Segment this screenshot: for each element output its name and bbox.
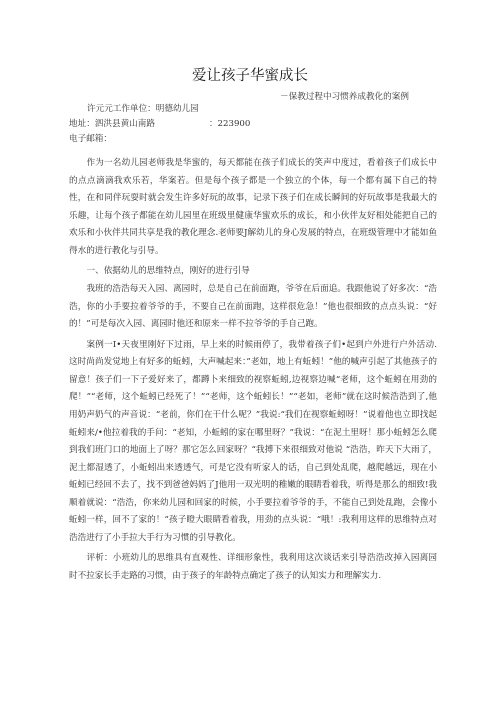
document-body <box>69 155 437 588</box>
intro-paragraph: 作为一名幼儿园老师我是华蜜的，每天都能在孩子们成长的笑声中度过，看着孩子们成长中的点点滴滴我欢乐若，华案若。但是每个孩子都是一个独立的个体，每一个都有属下自己的特性，在和同伴玩耍时就会发生许多好玩的故事，记录下孩子们在成长瞬间的好玩故事是我最大的乐趣，让每个孩子都能在幼儿园里在班级里健康华蜜欢乐的成长，和小伙伴友好相处能把自己的欢乐和小伙伴共同共享是我的教化理念.老师要J解幼儿的身心发展的特点，在班级管理中才能如鱼得水的进行教化与引导。 <box>69 158 437 256</box>
case-paragraph: 案例一I•天夜里刚好下过雨，早上来的时候雨停了，我带着孩子们•起到户外进行户外活动.这时尚尚发觉地上有好多的蚯蚓，大声喊起来：”老如，地上有蚯蚓！”他的喊声引起了其他孩子的留意！孩子们一下子爱好来了，都蹲卜来细致的视察蚯蚓,边视察边喊“老师，这个蚯蚓在用劲的爬！”“老师，这个蚯蚓已经死了！”“老师，这个蚯蚓长！”“老如，老师”就在这时候浩浩到了,他用奶声奶气的声音说：“老前，你们在干什么呢？”我说:“我们在视察蚯蚓呀！”说着他也立即找起蚯蚓来/•他拉着我的手问：“老知，小蚯蚓的家在哪里呀？”我说：“在泥土里呀！那小蚯蚓怎么爬到我们班门口的地面上了呀？那它怎么回家呀？“我搏下来很细致对他说 “浩浩，昨天下大雨了，泥土都湿透了，小蚯蚓出来透透气，可是它没有听家人的话，自己到处乱爬，越爬越远，现在小蚯蚓已经回不去了，找不到爸爸妈妈了J他用一双光明的稚嫩的眼睛看着我，听得是那么的细致!我顺着就说：“浩浩，你来幼儿园和回家的时候，小手要拉着爷爷的手，不能自己到处乱跑，会像小蚯蚓一样，回不了家的！”孩子瞪大眼睛看着我，用劲的点头说：“哦！:我利用这样的思维特点对浩浩进行了小手拉大手行为习惯的引导教化。 <box>69 339 437 544</box>
author-email: 电子邮箱： <box>69 134 112 144</box>
analysis-paragraph: 评析：小班幼儿的思维具有直观性、详细形象性，我利用这次谈话来引导浩浩改掉入园离园时不拉家长手走路的习惯，由于孩子的年龄特点确定了孩子的认知实力和理解实力. <box>69 553 437 581</box>
author-unit: 许元元工作单位：明德幼儿园 <box>87 104 199 114</box>
document-subtitle: －保教过程中习惯养成教化的案例 <box>280 92 409 102</box>
postal-code: ：223900 <box>208 119 251 129</box>
section-paragraph: 我班的浩浩每天入园、离园时，总是自己在前面跑，爷爷在后面追。我跟他说了好多次：“浩浩，你的小手要拉着爷爷的手，不要自己在前面跑，这样很危急！”他也很细致的点点头说：“好的！”可是每次入园、离园时他还和原来一样不拉爷爷的手自己跑。 <box>69 284 437 330</box>
author-address: 地址：泗洪县黄山南路 <box>69 119 155 129</box>
document-title: 爱让孩子华蜜成长 <box>192 68 308 84</box>
section-heading: 一、依据幼儿的思维特点，刚好的进行引导 <box>86 266 250 277</box>
author-address-line <box>69 117 250 129</box>
